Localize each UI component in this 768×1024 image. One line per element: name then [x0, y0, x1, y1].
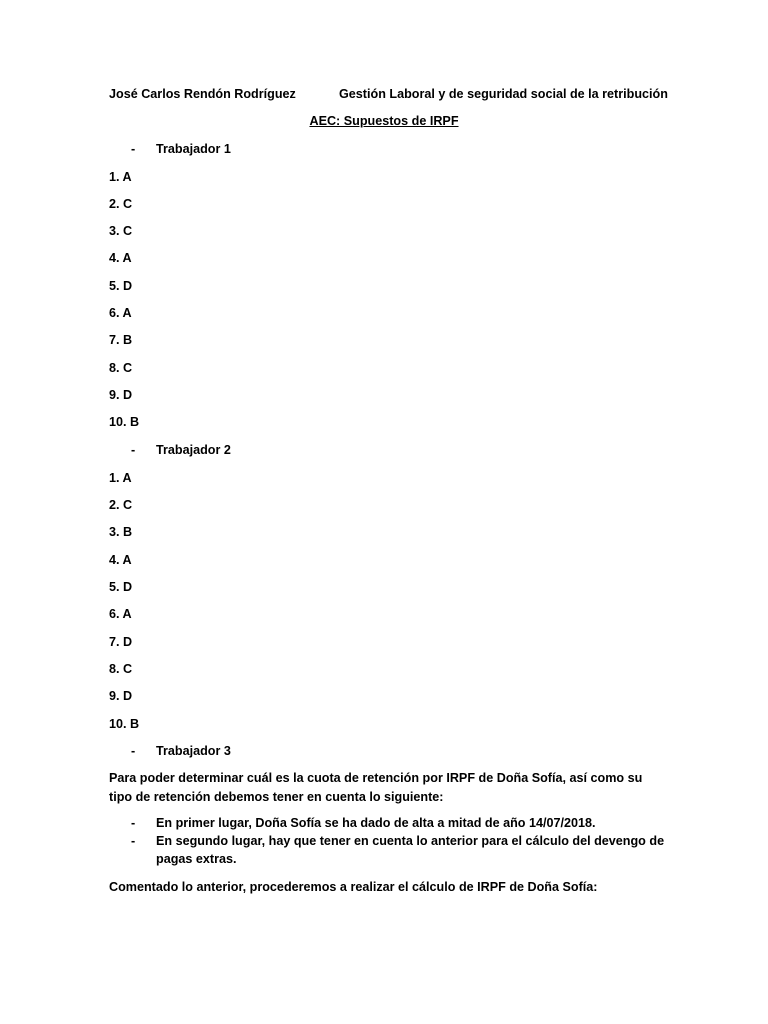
worker2-answer: 7. D	[109, 635, 133, 649]
worker1-answer: 9. D	[109, 388, 133, 402]
worker2-answer: 3. B	[109, 525, 133, 539]
worker1-answer: 1. A	[109, 170, 132, 184]
worker1-answer: 5. D	[109, 279, 133, 293]
worker3-intro-paragraph: Para poder determinar cuál es la cuota de retención por IRPF de Doña Sofía, así como su tipo de retención debemos tener en cuenta lo siguiente:	[109, 771, 643, 804]
worker1-answer: 3. C	[109, 224, 133, 238]
worker2-answer: 1. A	[109, 471, 132, 485]
worker1-answer: 10. B	[109, 415, 140, 429]
dash-bullet: -	[131, 744, 136, 758]
worker2-answer: 10. B	[109, 717, 140, 731]
worker3-bullet-list	[109, 814, 669, 868]
worker1-answer: 7. B	[109, 333, 133, 347]
worker2-heading-text: Trabajador 2	[156, 443, 231, 457]
worker1-answer: 2. C	[109, 197, 133, 211]
worker1-heading-text: Trabajador 1	[156, 142, 231, 156]
worker2-answer: 9. D	[109, 689, 133, 703]
worker2-answer: 5. D	[109, 580, 133, 594]
list-item-text: En primer lugar, Doña Sofía se ha dado de alta a mitad de año 14/07/2018.	[156, 816, 596, 830]
worker3-heading-text: Trabajador 3	[156, 744, 231, 758]
worker2-answer: 8. C	[109, 662, 133, 676]
worker2-answer: 6. A	[109, 607, 132, 621]
document-title-text: AEC: Supuestos de IRPF	[309, 114, 459, 128]
worker2-answer: 2. C	[109, 498, 133, 512]
author-name: José Carlos Rendón Rodríguez	[109, 87, 296, 101]
dash-bullet: -	[131, 834, 136, 848]
worker2-answer: 4. A	[109, 553, 132, 567]
dash-bullet: -	[131, 142, 136, 156]
dash-bullet: -	[131, 816, 136, 830]
dash-bullet: -	[131, 443, 136, 457]
list-item	[109, 832, 669, 868]
course-title: Gestión Laboral y de seguridad social de la retribución	[339, 87, 668, 101]
list-item	[109, 814, 669, 832]
document-title	[0, 113, 768, 129]
worker1-answer: 6. A	[109, 306, 132, 320]
list-item-text: En segundo lugar, hay que tener en cuenta lo anterior para el cálculo del devengo de pagas extras.	[156, 834, 665, 866]
worker1-answer: 8. C	[109, 361, 133, 375]
worker3-conclusion: Comentado lo anterior, procederemos a realizar el cálculo de IRPF de Doña Sofía:	[109, 880, 598, 894]
worker1-answer: 4. A	[109, 251, 132, 265]
